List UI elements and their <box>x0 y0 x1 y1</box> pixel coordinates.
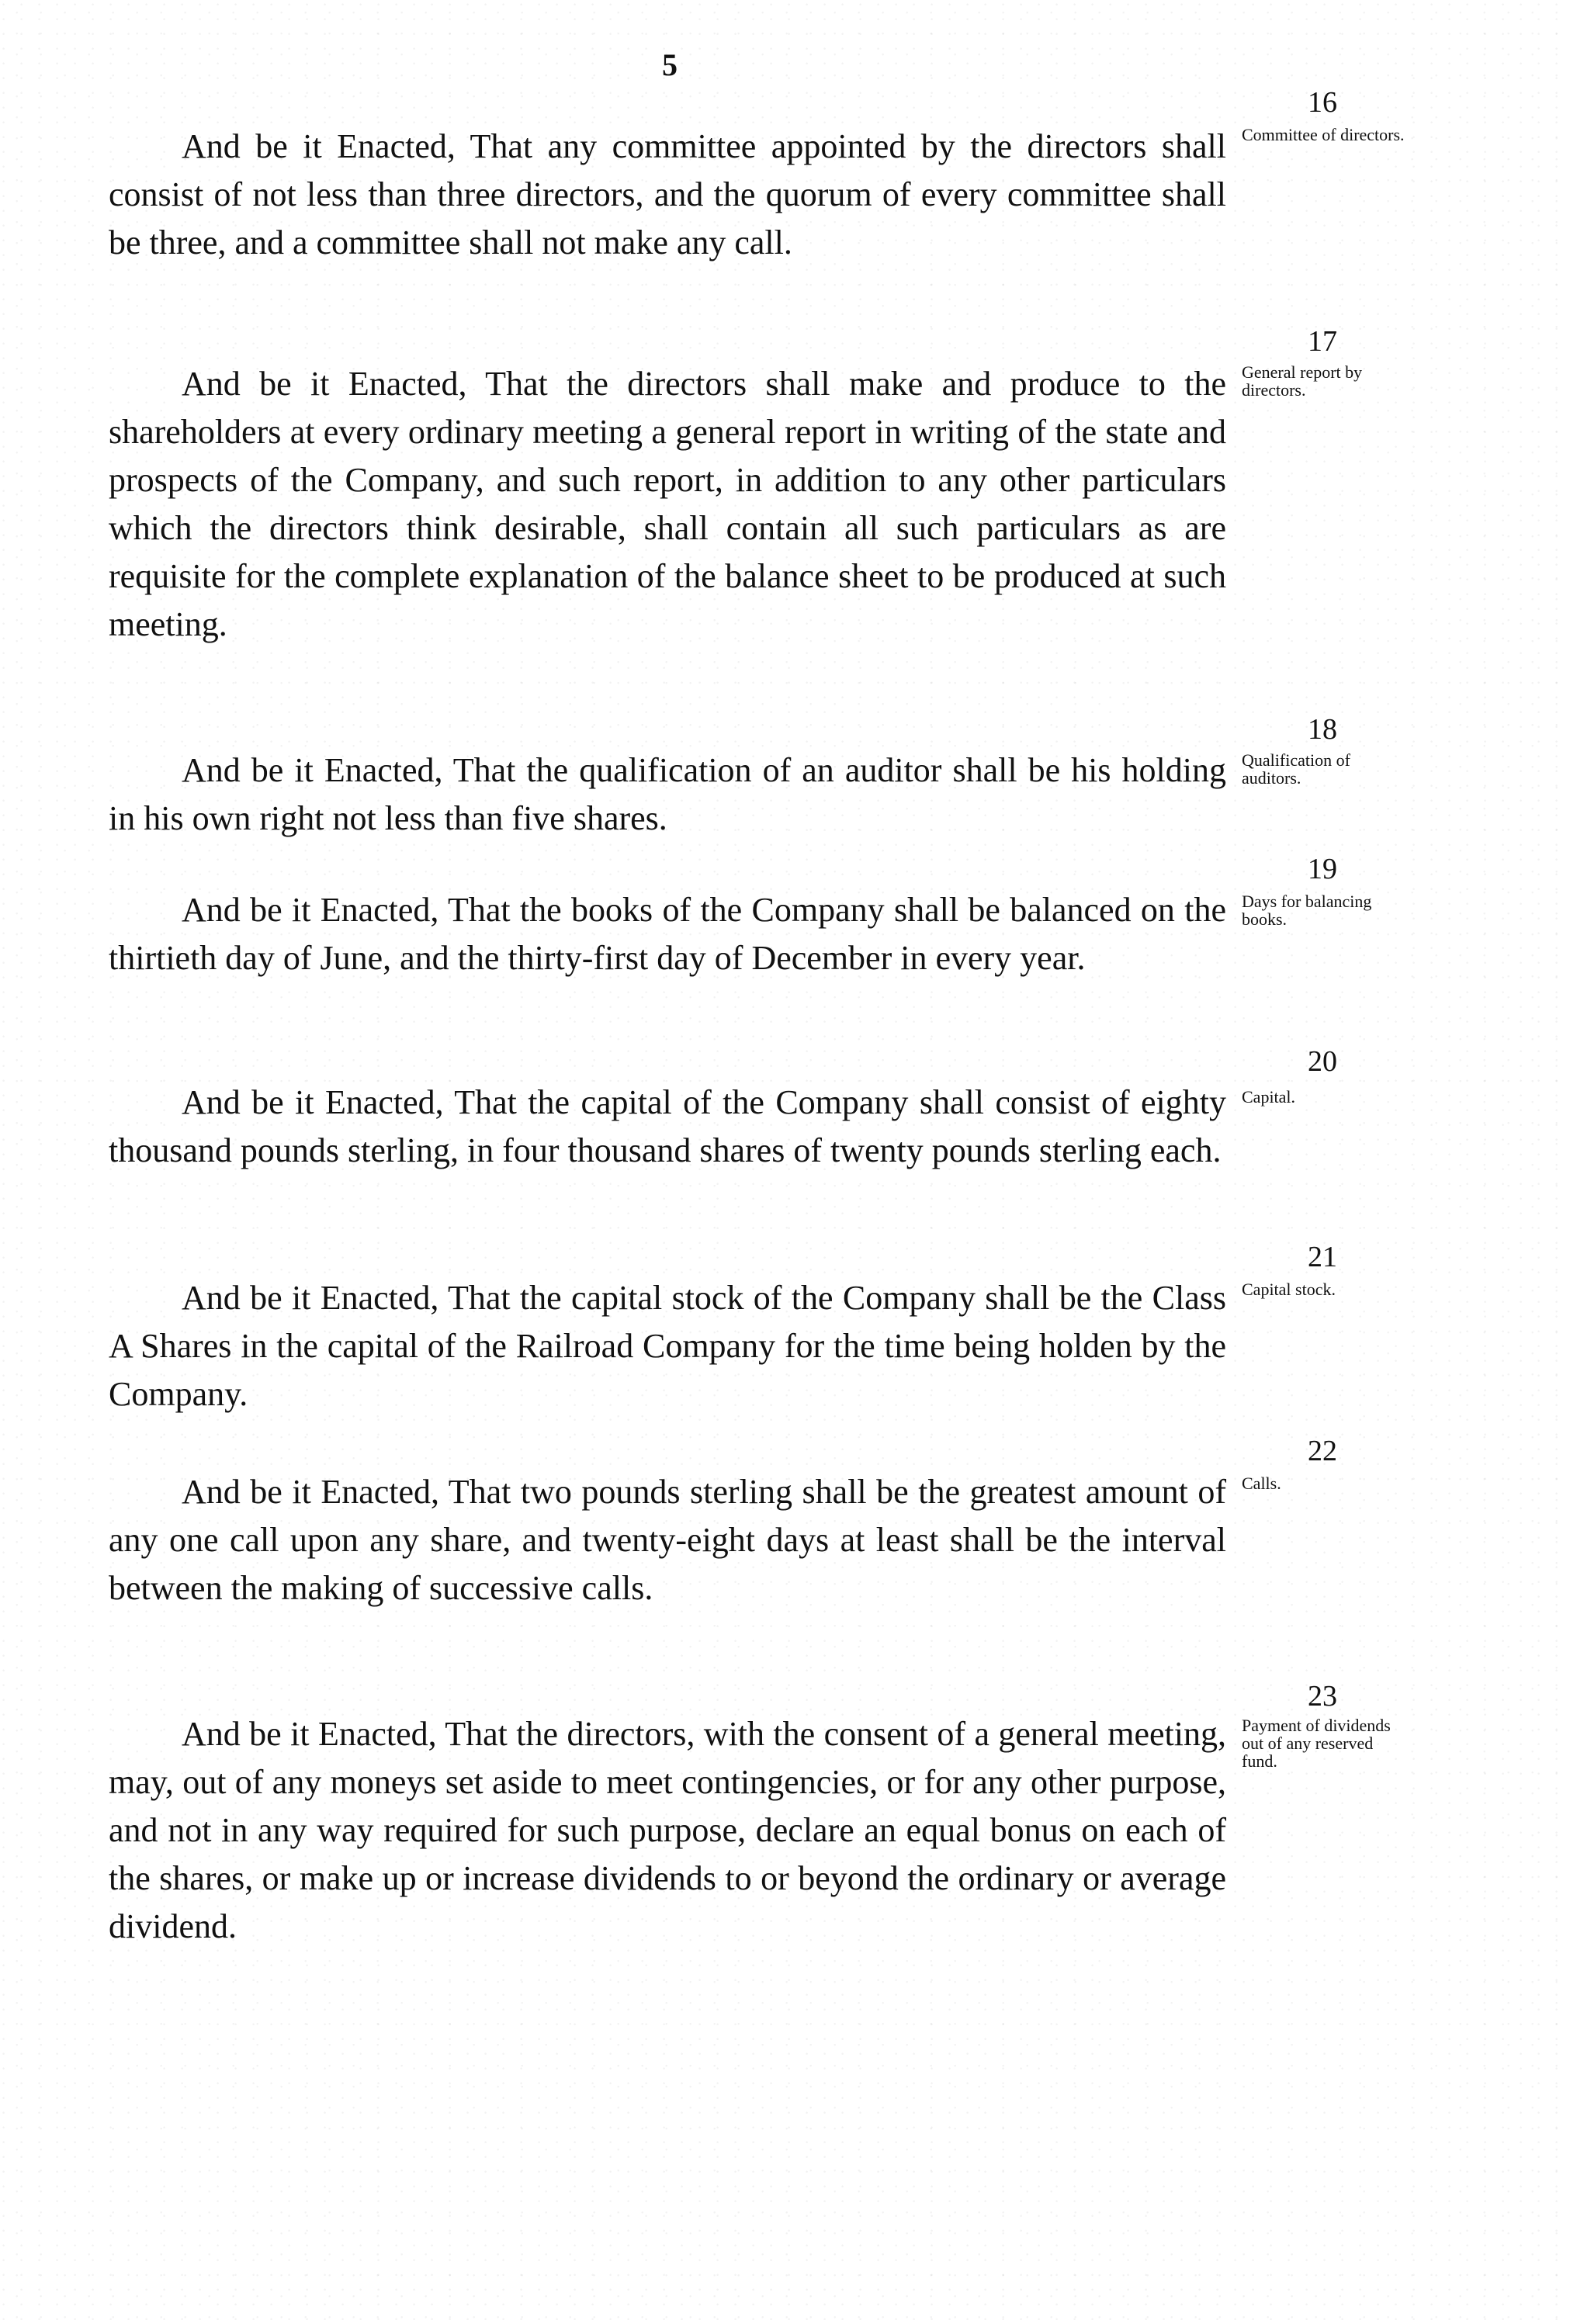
section-number-17: 17 <box>1308 325 1337 358</box>
margin-note-16: Committee of directors. <box>1242 125 1405 144</box>
section-number-16: 16 <box>1308 86 1337 119</box>
section-paragraph-20: And be it Enacted, That the capital of the Company shall consist of eighty thousand pounds sterling, in four thousand shares of twenty pounds sterling each. <box>109 1083 1226 1169</box>
margin-note-22: Calls. <box>1242 1474 1281 1493</box>
section-paragraph-17: And be it Enacted, That the directors shall make and produce to the shareholders at every ordinary meeting a general report in writing of the state and prospects of the Company, and such report, in addition to any other particulars which the directors think desirable, shall contain all such particulars as are requisite for the complete explanation of the balance sheet to be produced at such meeting. <box>109 365 1226 643</box>
section-paragraph-21: And be it Enacted, That the capital stock of the Company shall be the Class A Shares in the capital of the Railroad Company for the time being holden by the Company. <box>109 1279 1226 1413</box>
margin-note-21: Capital stock. <box>1242 1280 1336 1299</box>
section-paragraph-22: And be it Enacted, That two pounds sterling shall be the greatest amount of any one call upon any share, and twenty-eight days at least shall be the interval between the making of successive calls. <box>109 1473 1226 1607</box>
section-number-19: 19 <box>1308 853 1337 885</box>
page-number: 5 <box>662 47 678 82</box>
section-number-22: 22 <box>1308 1435 1337 1467</box>
section-paragraph-18: And be it Enacted, That the qualification of an auditor shall be his holding in his own right not less than five shares. <box>109 751 1226 837</box>
margin-note-18: Qualification of auditors. <box>1242 750 1350 788</box>
section-number-18: 18 <box>1308 713 1337 746</box>
section-paragraph-19: And be it Enacted, That the books of the Company shall be balanced on the thirtieth day of June, and the thirty-first day of December in every year. <box>109 891 1226 977</box>
margin-note-17: General report by directors. <box>1242 362 1363 400</box>
section-paragraph-16: And be it Enacted, That any committee appointed by the directors shall consist of not less than three directors, and the quorum of every committee shall be three, and a committee shall not make any call. <box>109 127 1226 261</box>
section-number-20: 20 <box>1308 1045 1337 1078</box>
margin-note-20: Capital. <box>1242 1087 1296 1107</box>
section-paragraph-23: And be it Enacted, That the directors, with the consent of a general meeting, may, out of any moneys set aside to meet contingencies, or for any other purpose, and not in any way required for such purpose, declare an equal bonus on each of the shares, or make up or increase dividends to or beyond the ordinary or average dividend. <box>109 1715 1226 1945</box>
margin-note-19: Days for balancing books. <box>1242 892 1372 929</box>
margin-note-23: Payment of dividends out of any reserved fund. <box>1242 1716 1391 1771</box>
section-number-23: 23 <box>1308 1680 1337 1713</box>
section-number-21: 21 <box>1308 1241 1337 1273</box>
